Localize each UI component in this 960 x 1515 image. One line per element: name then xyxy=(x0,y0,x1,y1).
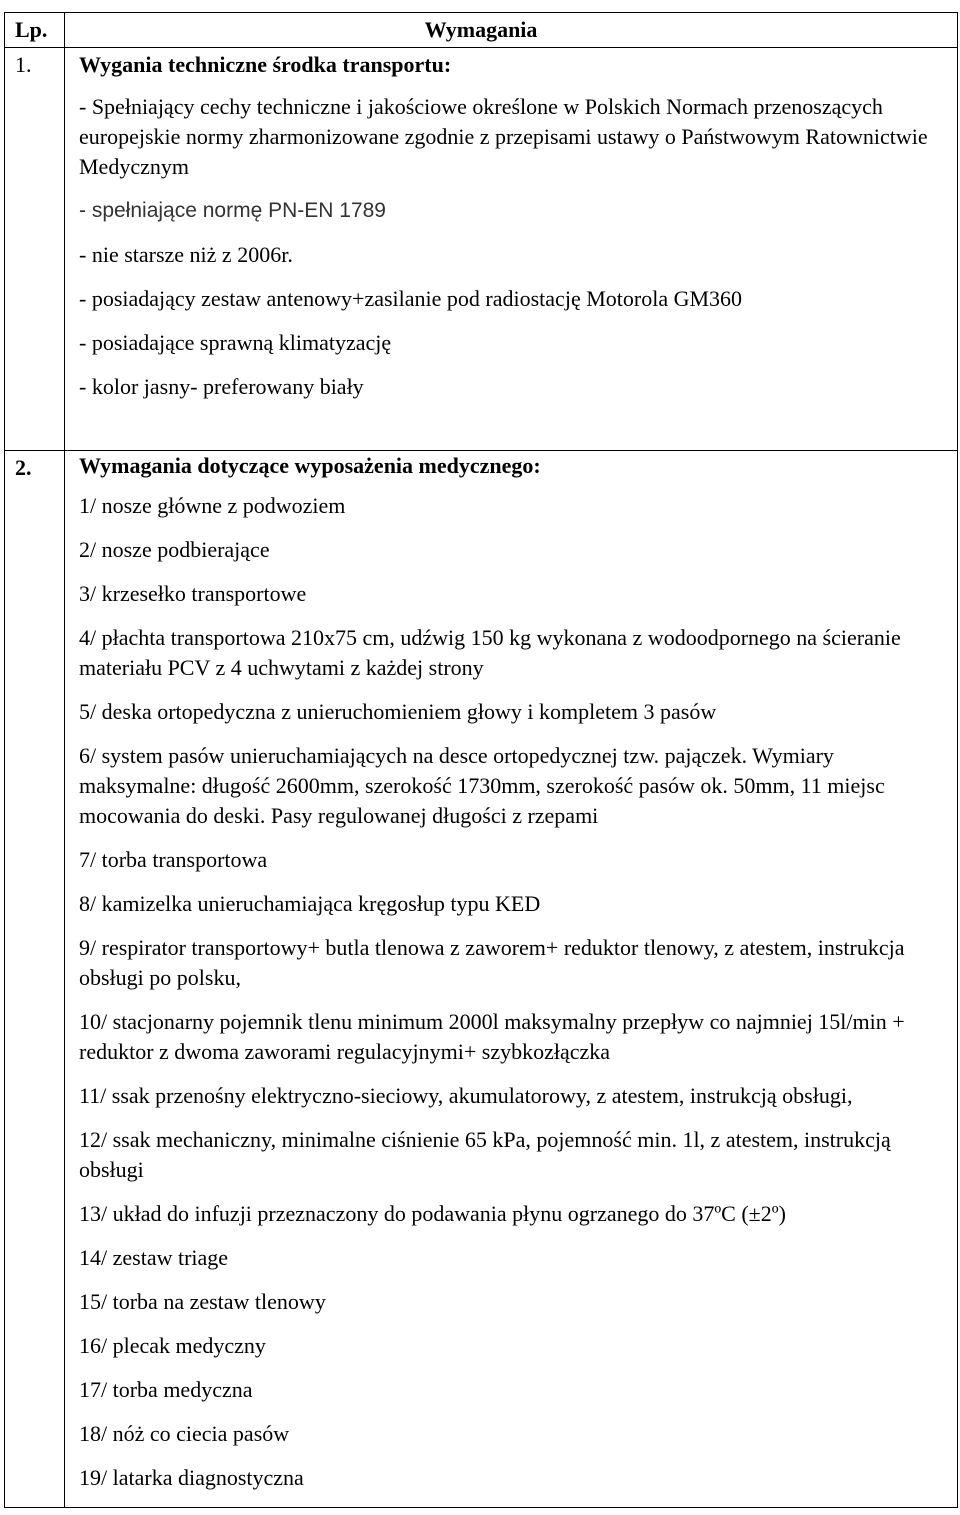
equipment-item: 17/ torba medyczna xyxy=(79,1377,253,1402)
section-1-item: - spełniające normę PN-EN 1789 xyxy=(79,199,386,222)
section-1-content xyxy=(65,48,958,451)
equipment-item: 3/ krzesełko transportowe xyxy=(79,581,307,606)
equipment-item: 8/ kamizelka unieruchamiająca kręgosłup typu KED xyxy=(79,891,541,916)
section-1-item: - kolor jasny- preferowany biały xyxy=(79,374,364,399)
section-1-item: - Spełniający cechy techniczne i jakościowe określone w Polskich Normach przenoszących europejskie normy zharmonizowane zgodnie z przepisami ustawy o Państwowym Ratownictwie Medycznym xyxy=(79,94,928,179)
equipment-item: 16/ plecak medyczny xyxy=(79,1333,266,1358)
section-2-content xyxy=(65,451,958,1508)
section-1-item: - nie starsze niż z 2006r. xyxy=(79,242,293,267)
section-2-number: 2. xyxy=(5,451,65,1508)
equipment-item: 15/ torba na zestaw tlenowy xyxy=(79,1289,326,1314)
section-1-title: Wygania techniczne środka transportu: xyxy=(79,52,452,77)
requirements-table xyxy=(4,12,958,1508)
equipment-item: 2/ nosze podbierające xyxy=(79,537,270,562)
equipment-item: 1/ nosze główne z podwoziem xyxy=(79,493,346,518)
header-requirements: Wymagania xyxy=(65,13,958,48)
equipment-item: 10/ stacjonarny pojemnik tlenu minimum 2000l maksymalny przepływ co najmniej 15l/min + reduktor z dwoma zaworami regulacyjnymi+ szybkozłączka xyxy=(79,1009,905,1064)
equipment-item: 7/ torba transportowa xyxy=(79,847,268,872)
equipment-item: 9/ respirator transportowy+ butla tlenowa z zaworem+ reduktor tlenowy, z atestem, instrukcja obsługi po polsku, xyxy=(79,935,905,990)
header-lp: Lp. xyxy=(5,13,65,48)
equipment-item: 18/ nóż co ciecia pasów xyxy=(79,1421,290,1446)
section-1-number: 1. xyxy=(5,48,65,451)
section-1-item: - posiadający zestaw antenowy+zasilanie pod radiostację Motorola GM360 xyxy=(79,286,743,311)
equipment-item: 19/ latarka diagnostyczna xyxy=(79,1465,304,1490)
equipment-item: 4/ płachta transportowa 210x75 cm, udźwig 150 kg wykonana z wodoodpornego na ścieranie materiału PCV z 4 uchwytami z każdej strony xyxy=(79,625,901,680)
equipment-item: 11/ ssak przenośny elektryczno-sieciowy, akumulatorowy, z atestem, instrukcją obsługi, xyxy=(79,1083,853,1108)
equipment-item: 6/ system pasów unieruchamiających na desce ortopedycznej tzw. pajączek. Wymiary maksymalne: długość 2600mm, szerokość 1730mm, szerokość pasów ok. 50mm, 11 miejsc mocowania do deski. Pasy regulowanej długości z rzepami xyxy=(79,743,885,828)
equipment-item: 14/ zestaw triage xyxy=(79,1245,229,1270)
section-2-title: Wymagania dotyczące wyposażenia medycznego: xyxy=(79,453,541,478)
section-1-item: - posiadające sprawną klimatyzację xyxy=(79,330,392,355)
equipment-item: 13/ układ do infuzji przeznaczony do podawania płynu ogrzanego do 37ºC (±2º) xyxy=(79,1201,786,1226)
equipment-item: 5/ deska ortopedyczna z unieruchomieniem głowy i kompletem 3 pasów xyxy=(79,699,717,724)
table-header-row xyxy=(5,13,958,48)
section-1-row xyxy=(5,48,958,451)
equipment-item: 12/ ssak mechaniczny, minimalne ciśnienie 65 kPa, pojemność min. 1l, z atestem, instrukcją obsługi xyxy=(79,1127,891,1182)
section-2-row xyxy=(5,451,958,1508)
